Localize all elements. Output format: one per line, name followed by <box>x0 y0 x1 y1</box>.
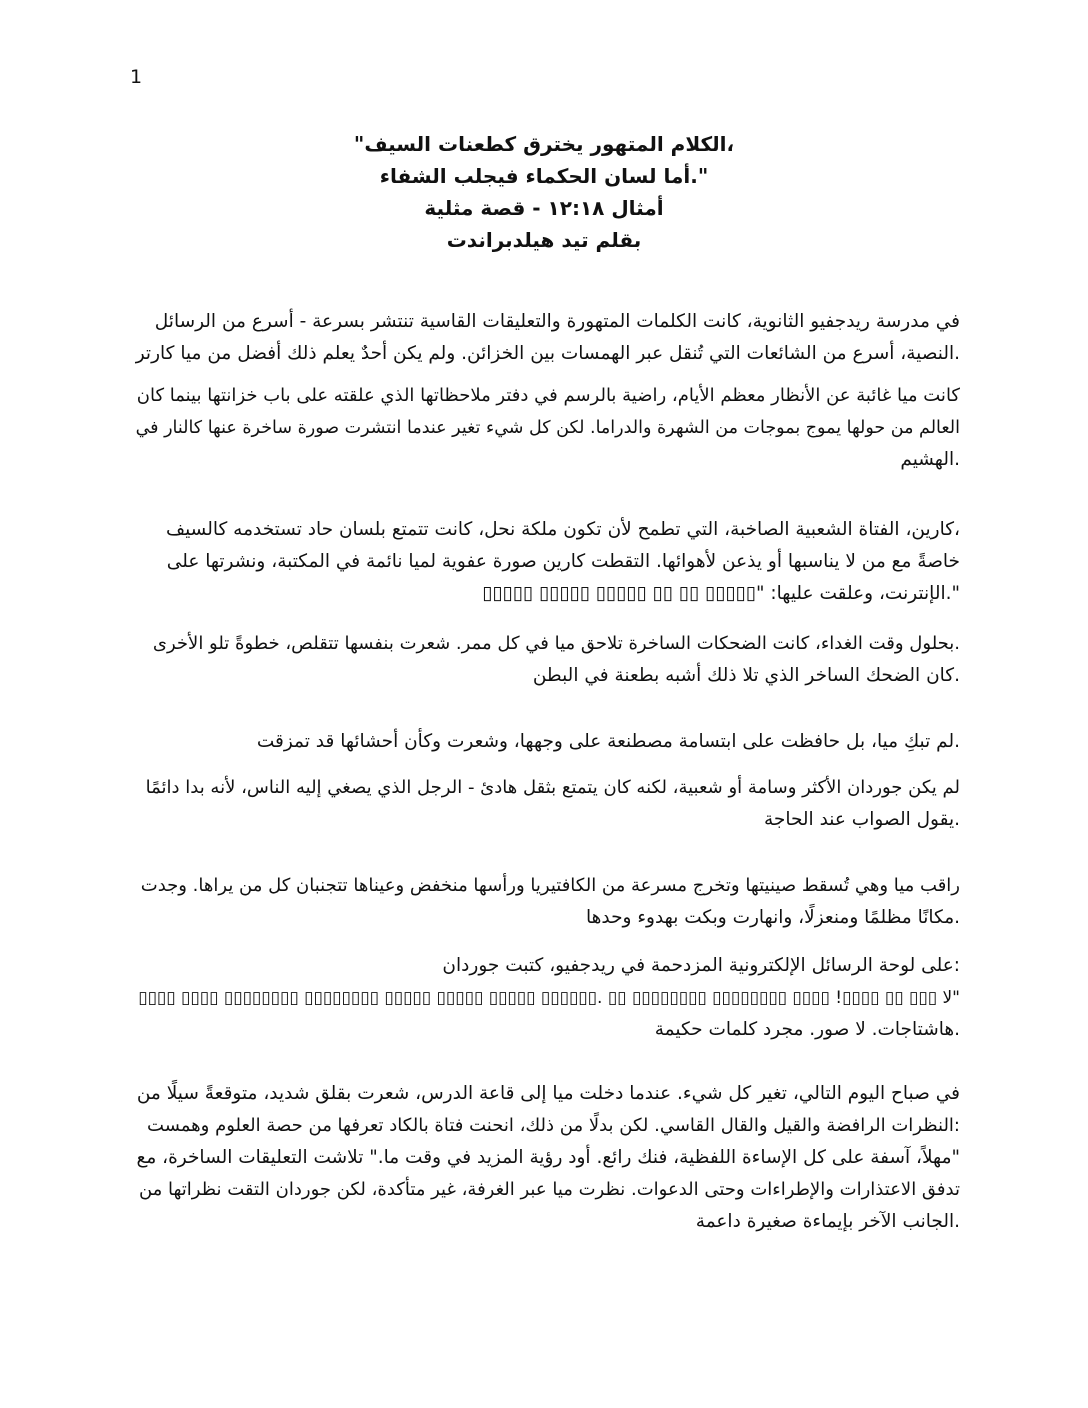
text-line: كانت ميا غائبة عن الأنظار معظم الأيام، راضية بالرسم في دفتر ملاحظاتها الذي علقته على باب خزانتها بينما كان <box>136 385 960 406</box>
text-line: .الهشيم <box>900 449 960 470</box>
paragraph <box>136 380 960 476</box>
text-line: :على لوحة الرسائل الإلكترونية المزدحمة في ريدجفيو، كتبت جوردان <box>442 955 960 976</box>
text-line: :النظرات الرافضة والقيل والقال القاسي. لكن بدلًا من ذلك، انحنت فتاة بالكاد تعرفها من حصة العلوم وهمست <box>147 1115 960 1136</box>
text-line: ،كارين، الفتاة الشعبية الصاخبة، التي تطمح لأن تكون ملكة نحل، كانت تتمتع بلسان حاد تستخدمه كالسيف <box>165 519 960 540</box>
title-line: بقلم تيد هيلدبراندت <box>446 228 642 252</box>
text-line: .بحلول وقت الغداء، كانت الضحكات الساخرة تلاحق ميا في كل ممر. شعرت بنفسها تتقلص، خطوةً تلو الأخرى <box>152 633 960 654</box>
text-line: .لم تبكِ ميا، بل حافظت على ابتسامة مصطنعة على وجهها، وشعرت وكأن أحشائها قد تمزقت <box>256 731 960 752</box>
title-line: ".أما لسان الحكماء فيجلب الشفاء <box>379 164 709 188</box>
text-line: .الجانب الآخر بإيماءة صغيرة داعمة <box>695 1211 960 1232</box>
text-line: راقب ميا وهي تُسقط صينيتها وتخرج مسرعة من الكافتيريا ورأسها منخفض وعيناها تتجنبان كل من يراها. وجدت <box>140 875 960 896</box>
text-line: .النصية، أسرع من الشائعات التي تُنقل عبر الهمسات بين الخزائن. ولم يكن أحدٌ يعلم ذلك أفضل من ميا كارتر <box>135 343 960 364</box>
text-line: في مدرسة ريدجفيو الثانوية، كانت الكلمات المتهورة والتعليقات القاسية تنتشر بسرعة - أسرع من الرسائل <box>154 311 960 332</box>
text-line: .مكانًا مظلمًا ومنعزلًا، وانهارت وبكت بهدوء وحدها <box>585 907 960 928</box>
paragraph <box>136 726 960 758</box>
text-line: تدفق الاعتذارات والإطراءات وحتى الدعوات. نظرت ميا عبر الغرفة، غير متأكدة، لكن جوردان التقت نظراتها من <box>138 1179 960 1200</box>
title-line: ،الكلام المتهور يخترق كطعنات السيف" <box>353 132 735 156</box>
paragraph <box>136 950 960 1046</box>
title-block <box>260 128 828 256</box>
text-line: .هاشتاجات. لا صور. مجرد كلمات حكيمة <box>654 1019 960 1040</box>
text-line: "لا ▯▯▯ ▯▯ ▯▯▯▯! ▯▯▯▯ ▯▯▯▯▯▯▯▯ ▯▯▯▯▯▯▯▯ ▯▯ .▯▯▯▯▯▯ ▯▯▯▯▯ ▯▯▯▯▯ ▯▯▯▯▯ ▯▯▯▯▯▯▯▯ ▯▯▯▯▯▯▯▯ ▯▯▯▯ ▯▯▯▯ <box>138 988 960 1008</box>
paragraph <box>136 870 960 934</box>
text-line: العالم من حولها يموج بموجات من الشهرة والدراما. لكن كل شيء تغير عندما انتشرت صورة ساخرة عنها كالنار في <box>135 418 960 438</box>
text-line: في صباح اليوم التالي، تغير كل شيء. عندما دخلت ميا إلى قاعة الدرس، شعرت بقلق شديد، متوقعةً سيلًا من <box>136 1083 960 1104</box>
paragraph <box>136 306 960 370</box>
text-line: .يقول الصواب عند الحاجة <box>763 809 960 830</box>
text-line: ".الإنترنت، وعلقت عليها: "▯▯▯▯▯ ▯▯ ▯▯ ▯▯▯▯▯ ▯▯▯▯▯ ▯▯▯▯▯ <box>482 583 960 604</box>
paragraph <box>136 772 960 836</box>
page-number: 1 <box>130 66 143 88</box>
title-line: أمثال ١٢:١٨ - قصة مثلية <box>424 196 664 220</box>
text-line: "مهلاً، آسفة على كل الإساءة اللفظية، فنك رائع. أود رؤية المزيد في وقت ما." تلاشت التعليقات الساخرة، مع <box>136 1147 960 1168</box>
paragraph <box>136 1078 960 1238</box>
text-line: لم يكن جوردان الأكثر وسامة أو شعبية، لكنه كان يتمتع بثقل هادئ - الرجل الذي يصغي إليه الناس، لأنه بدا دائمًا <box>145 777 960 798</box>
text-line: .كان الضحك الساخر الذي تلا ذلك أشبه بطعنة في البطن <box>532 665 960 686</box>
text-line: خاصةً مع من لا يناسبها أو يذعن لأهوائها. التقطت كارين صورة عفوية لميا نائمة في المكتبة، ونشرتها على <box>166 551 960 572</box>
paragraph <box>136 514 960 610</box>
paragraph <box>136 628 960 692</box>
